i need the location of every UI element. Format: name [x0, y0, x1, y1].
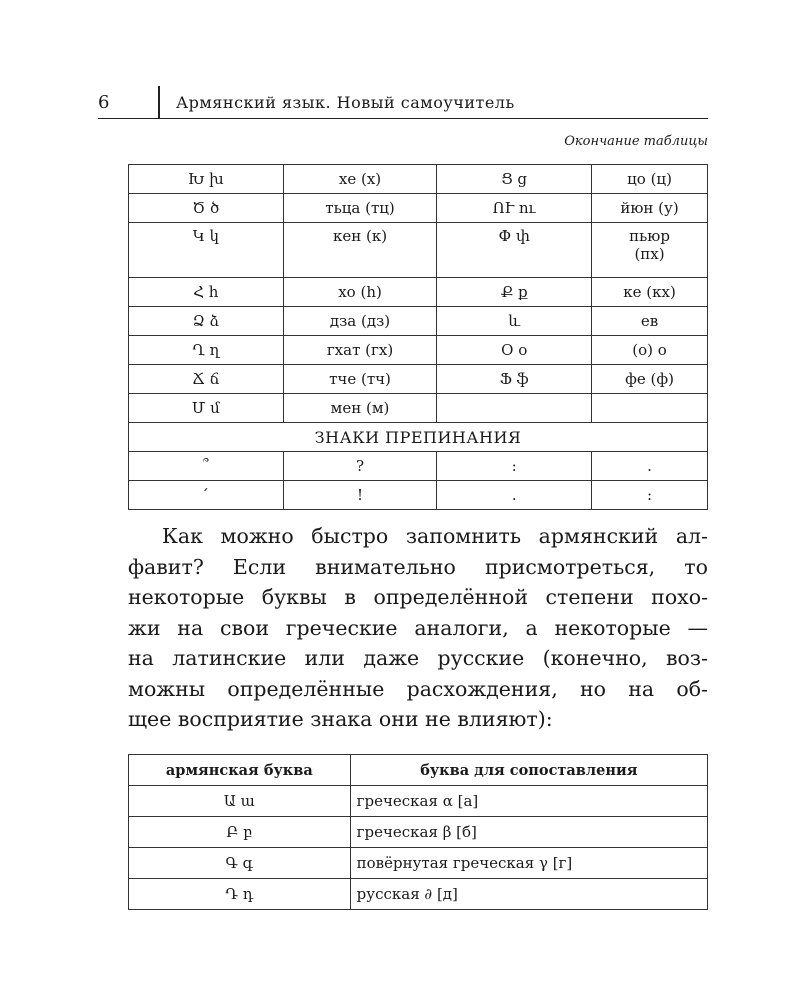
- table-row: [129, 394, 708, 423]
- comparison-letter: греческая α [а]: [350, 786, 707, 817]
- table-row: [129, 165, 708, 194]
- armenian-letter: Օ օ: [437, 336, 592, 365]
- page-header: [98, 84, 708, 119]
- punctuation-mark: .: [592, 452, 708, 481]
- paragraph-line: некоторые буквы в определённой степени похо-: [128, 585, 708, 609]
- table-row: [129, 786, 708, 817]
- table-row: [129, 365, 708, 394]
- letter-name: [592, 394, 708, 423]
- page-number: 6: [98, 92, 110, 113]
- letter-name: ев: [592, 307, 708, 336]
- table-header-row: [129, 755, 708, 786]
- header-divider: [158, 86, 160, 118]
- letter-name: йюн (у): [592, 194, 708, 223]
- letter-name: цо (ц): [592, 165, 708, 194]
- table-row: [129, 452, 708, 481]
- letter-name: пьюр (пх): [592, 223, 708, 278]
- punctuation-mark: ՞: [129, 452, 284, 481]
- armenian-letter: Ա ա: [129, 786, 351, 817]
- letter-name: хо (h): [283, 278, 437, 307]
- comparison-letter: греческая β [б]: [350, 817, 707, 848]
- armenian-letter: Ձ ձ: [129, 307, 284, 336]
- armenian-letter: և: [437, 307, 592, 336]
- armenian-letter: Բ բ: [129, 817, 351, 848]
- body-paragraph: [128, 521, 708, 735]
- armenian-letter: [437, 394, 592, 423]
- table-row: [129, 223, 708, 278]
- punctuation-mark: ՛: [129, 481, 284, 510]
- letter-name: гхат (гх): [283, 336, 437, 365]
- letter-name: дза (дз): [283, 307, 437, 336]
- armenian-letter: Խ խ: [129, 165, 284, 194]
- armenian-letter: Գ գ: [129, 848, 351, 879]
- armenian-letter: Կ կ: [129, 223, 284, 278]
- armenian-letter: Փ փ: [437, 223, 592, 278]
- armenian-letter: ՈՒ ու: [437, 194, 592, 223]
- table-row: [129, 481, 708, 510]
- comparison-letter: русская ∂ [д]: [350, 879, 707, 910]
- punctuation-mark: :: [437, 452, 592, 481]
- table-row: [129, 194, 708, 223]
- punctuation-mark: !: [283, 481, 437, 510]
- armenian-letter: Ծ ծ: [129, 194, 284, 223]
- armenian-letter: Մ մ: [129, 394, 284, 423]
- armenian-letter: Դ դ: [129, 879, 351, 910]
- paragraph-line: Как можно быстро запомнить армянский ал-: [162, 524, 708, 548]
- armenian-letter: Ֆ ֆ: [437, 365, 592, 394]
- paragraph-line: фавит? Если внимательно присмотреться, то: [128, 554, 708, 579]
- armenian-letter: Ք ք: [437, 278, 592, 307]
- armenian-letter: Ճ ճ: [129, 365, 284, 394]
- paragraph-line: можны определённые расхождения, но на об-: [128, 676, 708, 701]
- table-row: [129, 336, 708, 365]
- letter-name: тьца (тц): [283, 194, 437, 223]
- punctuation-mark: .: [437, 481, 592, 510]
- armenian-letter: Ց ց: [437, 165, 592, 194]
- letter-name: ке (кх): [592, 278, 708, 307]
- paragraph-line: щее восприятие знака они не влияют):: [128, 707, 553, 731]
- table-row: [129, 278, 708, 307]
- alphabet-table: [128, 164, 708, 510]
- column-header-comparison-letter: буква для сопоставления: [350, 755, 707, 786]
- letter-name: мен (м): [283, 394, 437, 423]
- table-row: [129, 879, 708, 910]
- comparison-table: [128, 754, 708, 910]
- punctuation-mark: ?: [283, 452, 437, 481]
- letter-name: кен (к): [283, 223, 437, 278]
- letter-name: фе (ф): [592, 365, 708, 394]
- table-caption: Окончание таблицы: [564, 134, 708, 149]
- armenian-letter: Ղ ղ: [129, 336, 284, 365]
- table-row: [129, 817, 708, 848]
- punctuation-mark: :: [592, 481, 708, 510]
- paragraph-line: жи на свои греческие аналоги, а некоторые —: [128, 615, 708, 640]
- letter-name: хе (х): [283, 165, 437, 194]
- paragraph-line: на латинские или даже русские (конечно, воз-: [128, 646, 708, 670]
- letter-name: тче (тч): [283, 365, 437, 394]
- column-header-armenian-letter: армянская буква: [129, 755, 351, 786]
- running-title: Армянский язык. Новый самоучитель: [176, 93, 515, 112]
- armenian-letter: Հ հ: [129, 278, 284, 307]
- section-title: ЗНАКИ ПРЕПИНАНИЯ: [129, 423, 708, 452]
- table-row: [129, 848, 708, 879]
- letter-name: (о) о: [592, 336, 708, 365]
- comparison-letter: повёрнутая греческая γ [г]: [350, 848, 707, 879]
- section-row: [129, 423, 708, 452]
- table-row: [129, 307, 708, 336]
